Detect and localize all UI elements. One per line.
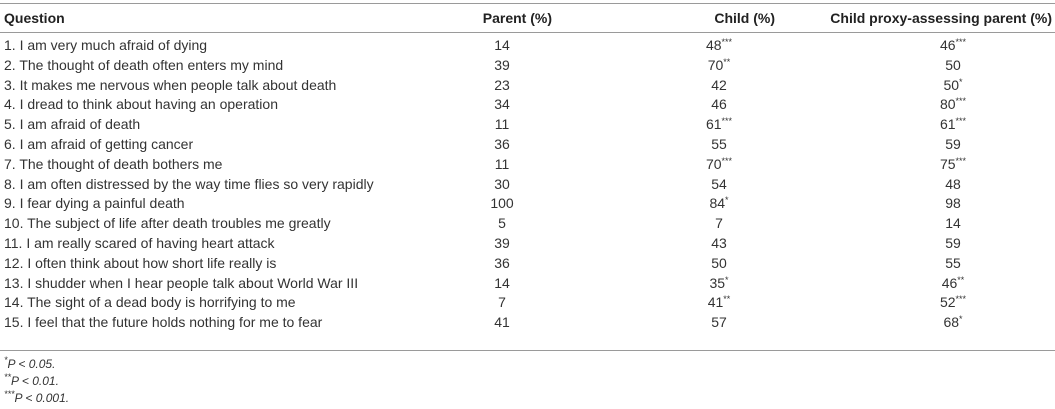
- table-row: [0, 253, 1055, 273]
- proxy-significance: ***: [955, 96, 967, 107]
- proxy-value: 59: [945, 235, 961, 251]
- proxy-value: 59: [945, 136, 961, 152]
- question-cell: 14. The sight of a dead body is horrifying to me: [4, 294, 296, 311]
- question-cell: 5. I am afraid of death: [4, 116, 141, 133]
- table-row: [0, 213, 1055, 233]
- question-cell: 10. The subject of life after death troubles me greatly: [4, 215, 331, 232]
- proxy-significance: ***: [955, 294, 967, 305]
- child-cell: [669, 94, 769, 114]
- parent-cell: 30: [494, 175, 510, 192]
- proxy-value: 68: [943, 314, 960, 331]
- footnote-text: P < 0.01.: [11, 374, 59, 388]
- proxy-value: 55: [945, 254, 961, 271]
- footnote-text: P < 0.05.: [7, 357, 56, 371]
- table-header-row: [0, 8, 1055, 28]
- child-significance: ***: [721, 155, 733, 166]
- proxy-cell: [853, 35, 1053, 55]
- child-value: 54: [711, 175, 727, 192]
- child-cell: [669, 193, 769, 213]
- child-value: 50: [711, 254, 727, 271]
- parent-cell: 39: [494, 56, 510, 73]
- parent-cell: 36: [494, 254, 510, 271]
- proxy-value: 98: [945, 195, 961, 212]
- child-value: 42: [711, 76, 727, 93]
- parent-cell: 5: [498, 215, 506, 232]
- proxy-cell: [853, 134, 1053, 154]
- footnote-text: P < 0.001.: [14, 391, 70, 405]
- proxy-cell: [853, 154, 1053, 174]
- table-row: [0, 174, 1055, 194]
- proxy-cell: [853, 312, 1053, 332]
- proxy-cell: [853, 193, 1053, 213]
- parent-cell: 14: [494, 37, 510, 53]
- proxy-value: 14: [945, 215, 961, 232]
- proxy-value: 50: [945, 56, 961, 73]
- child-value: 48: [705, 37, 722, 53]
- child-value: 57: [711, 314, 727, 331]
- child-value: 55: [711, 136, 727, 152]
- table-row: [0, 134, 1055, 154]
- question-cell: 6. I am afraid of getting cancer: [4, 136, 194, 152]
- proxy-value: 75: [939, 155, 956, 172]
- question-cell: 7. The thought of death bothers me: [4, 155, 223, 172]
- question-cell: 11. I am really scared of having heart attack: [4, 235, 275, 251]
- child-cell: [669, 292, 769, 312]
- parent-cell: 41: [494, 314, 510, 331]
- proxy-cell: [853, 55, 1053, 75]
- proxy-value: 61: [939, 116, 956, 133]
- proxy-cell: [853, 292, 1053, 312]
- child-value: 61: [705, 116, 722, 133]
- table-bottom-rule: [0, 350, 1055, 351]
- proxy-value: 50: [943, 76, 960, 93]
- child-cell: [669, 233, 769, 253]
- footnote-stars: *: [4, 355, 8, 365]
- child-value: 7: [715, 215, 723, 232]
- footnote-1: [4, 356, 69, 373]
- child-cell: [669, 174, 769, 194]
- table-row: [0, 55, 1055, 75]
- footnote-2: [4, 373, 69, 390]
- proxy-value: 46: [939, 37, 956, 53]
- table-row: [0, 273, 1055, 293]
- question-cell: 9. I fear dying a painful death: [4, 195, 185, 212]
- proxy-value: 46: [941, 274, 958, 291]
- table-top-rule: [0, 3, 1055, 4]
- proxy-value: 80: [939, 96, 956, 113]
- proxy-significance: ***: [955, 37, 967, 47]
- parent-cell: 14: [494, 274, 510, 291]
- proxy-significance: ***: [955, 116, 967, 127]
- question-cell: 15. I feel that the future holds nothing for me to fear: [4, 314, 323, 331]
- table-header-rule: [0, 32, 1055, 33]
- question-cell: 13. I shudder when I hear people talk about World War III: [4, 274, 359, 291]
- child-cell: [669, 75, 769, 95]
- proxy-cell: [853, 174, 1053, 194]
- child-significance: *: [725, 274, 729, 285]
- proxy-cell: [853, 233, 1053, 253]
- child-cell: [669, 55, 769, 75]
- child-value: 35: [709, 274, 726, 291]
- proxy-value: 48: [945, 175, 961, 192]
- proxy-cell: [853, 75, 1053, 95]
- proxy-significance: ***: [955, 155, 967, 166]
- child-cell: [669, 154, 769, 174]
- proxy-cell: [853, 273, 1053, 293]
- parent-cell: 11: [494, 155, 510, 172]
- child-cell: [669, 253, 769, 273]
- table-row: [0, 75, 1055, 95]
- child-value: 41: [707, 294, 724, 311]
- child-significance: ***: [721, 116, 733, 127]
- question-cell: 2. The thought of death often enters my mind: [4, 56, 284, 73]
- header-question: Question: [4, 10, 65, 26]
- footnotes: [4, 356, 69, 407]
- child-significance: **: [723, 294, 731, 305]
- parent-cell: 11: [494, 116, 510, 133]
- child-cell: [669, 213, 769, 233]
- child-value: 46: [711, 96, 727, 113]
- table-row: [0, 233, 1055, 253]
- table-row: [0, 35, 1055, 55]
- question-cell: 4. I dread to think about having an operation: [4, 96, 278, 113]
- header-proxy: Child proxy-assessing parent (%): [830, 10, 1052, 26]
- table-row: [0, 312, 1055, 332]
- parent-cell: 36: [494, 136, 510, 152]
- parent-cell: 100: [490, 195, 514, 212]
- table-row: [0, 292, 1055, 312]
- proxy-cell: [853, 253, 1053, 273]
- proxy-value: 52: [939, 294, 956, 311]
- child-significance: *: [725, 195, 729, 206]
- parent-cell: 7: [498, 294, 506, 311]
- proxy-significance: *: [959, 76, 963, 87]
- child-value: 84: [709, 195, 726, 212]
- parent-cell: 34: [494, 96, 510, 113]
- child-value: 70: [705, 155, 722, 172]
- question-cell: 8. I am often distressed by the way time flies so very rapidly: [4, 175, 374, 192]
- table-row: [0, 154, 1055, 174]
- question-cell: 1. I am very much afraid of dying: [4, 37, 208, 53]
- child-cell: [669, 312, 769, 332]
- footnote-stars: ***: [4, 389, 15, 399]
- table-row: [0, 94, 1055, 114]
- child-cell: [669, 134, 769, 154]
- header-child: Child (%): [714, 10, 775, 26]
- child-cell: [669, 273, 769, 293]
- question-cell: 12. I often think about how short life really is: [4, 254, 277, 271]
- footnote-stars: **: [4, 372, 12, 382]
- proxy-significance: *: [959, 314, 963, 325]
- proxy-cell: [853, 94, 1053, 114]
- child-significance: ***: [721, 37, 733, 47]
- question-cell: 3. It makes me nervous when people talk about death: [4, 76, 337, 93]
- proxy-cell: [853, 114, 1053, 134]
- child-significance: **: [723, 56, 731, 67]
- table-row: [0, 114, 1055, 134]
- child-cell: [669, 35, 769, 55]
- footnote-3: [4, 390, 69, 407]
- child-cell: [669, 114, 769, 134]
- header-parent: Parent (%): [482, 10, 552, 26]
- table-row: [0, 193, 1055, 213]
- parent-cell: 23: [494, 76, 510, 93]
- child-value: 43: [711, 235, 727, 251]
- proxy-significance: **: [957, 274, 965, 285]
- child-value: 70: [707, 56, 724, 73]
- proxy-cell: [853, 213, 1053, 233]
- parent-cell: 39: [494, 235, 510, 251]
